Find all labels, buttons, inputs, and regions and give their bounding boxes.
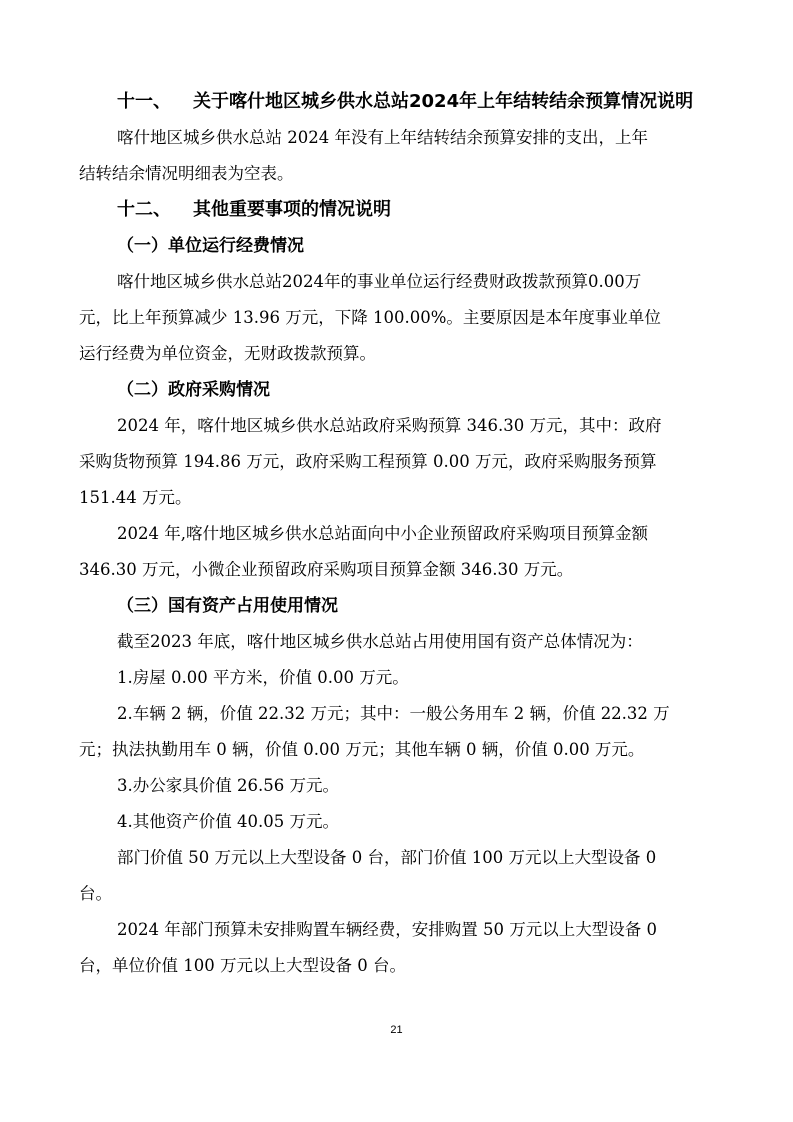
subsection-2-title: （二）政府采购情况 — [117, 380, 270, 400]
subsection-2-p1-line-3: 151.44 万元。 — [79, 488, 192, 507]
subsection-3-line-9: 2024 年部门预算未安排购置车辆经费，安排购置 50 万元以上大型设备 0 — [117, 920, 657, 939]
section-11-paragraph-line-2: 结转结余情况明细表为空表。 — [79, 164, 294, 183]
document-page — [79, 84, 713, 984]
section-11-heading — [79, 84, 713, 120]
section-12-heading — [79, 192, 713, 228]
subsection-3-line-1: 截至2023 年底，喀什地区城乡供水总站占用使用国有资产总体情况为： — [117, 632, 643, 651]
subsection-3-line-5: 3.办公家具价值 26.56 万元。 — [117, 776, 339, 795]
subsection-2-p2-line-2: 346.30 万元，小微企业预留政府采购项目预算金额 346.30 万元。 — [79, 560, 574, 579]
subsection-1-line-3: 运行经费为单位资金，无财政拨款预算。 — [79, 344, 376, 363]
subsection-3-line-3: 2.车辆 2 辆，价值 22.32 万元；其中：一般公务用车 2 辆，价值 22.32 万 — [117, 704, 670, 723]
subsection-2-p1-line-2: 采购货物预算 194.86 万元，政府采购工程预算 0.00 万元，政府采购服务预算 — [79, 452, 657, 471]
subsection-2-p2-line-1: 2024 年,喀什地区城乡供水总站面向中小企业预留政府采购项目预算金额 — [117, 524, 648, 543]
subsection-3-line-7: 部门价值 50 万元以上大型设备 0 台，部门价值 100 万元以上大型设备 0 — [117, 848, 657, 867]
section-12-number: 十二、 — [117, 199, 171, 220]
subsection-1-title: （一）单位运行经费情况 — [117, 236, 304, 256]
subsection-3-title: （三）国有资产占用使用情况 — [117, 596, 338, 616]
subsection-3-line-6: 4.其他资产价值 40.05 万元。 — [117, 812, 339, 831]
section-12-title: 其他重要事项的情况说明 — [193, 199, 391, 220]
section-11-title: 关于喀什地区城乡供水总站2024年上年结转结余预算情况说明 — [193, 91, 694, 112]
subsection-3-line-4: 元；执法执勤用车 0 辆，价值 0.00 万元；其他车辆 0 辆，价值 0.00 万元。 — [79, 740, 645, 759]
section-11-number: 十一、 — [117, 91, 171, 112]
subsection-1-line-2: 元，比上年预算减少 13.96 万元，下降 100.00%。主要原因是本年度事业单位 — [79, 308, 661, 327]
subsection-3-line-2: 1.房屋 0.00 平方米，价值 0.00 万元。 — [117, 668, 409, 687]
section-11-paragraph-line-1: 喀什地区城乡供水总站 2024 年没有上年结转结余预算安排的支出，上年 — [117, 128, 648, 147]
subsection-3-line-10: 台，单位价值 100 万元以上大型设备 0 台。 — [79, 956, 406, 975]
page-number: 21 — [390, 1024, 403, 1036]
subsection-2-p1-line-1: 2024 年，喀什地区城乡供水总站政府采购预算 346.30 万元，其中：政府 — [117, 416, 662, 435]
subsection-1-line-1: 喀什地区城乡供水总站2024年的事业单位运行经费财政拨款预算0.00万 — [117, 272, 642, 291]
subsection-3-line-8: 台。 — [79, 884, 112, 903]
